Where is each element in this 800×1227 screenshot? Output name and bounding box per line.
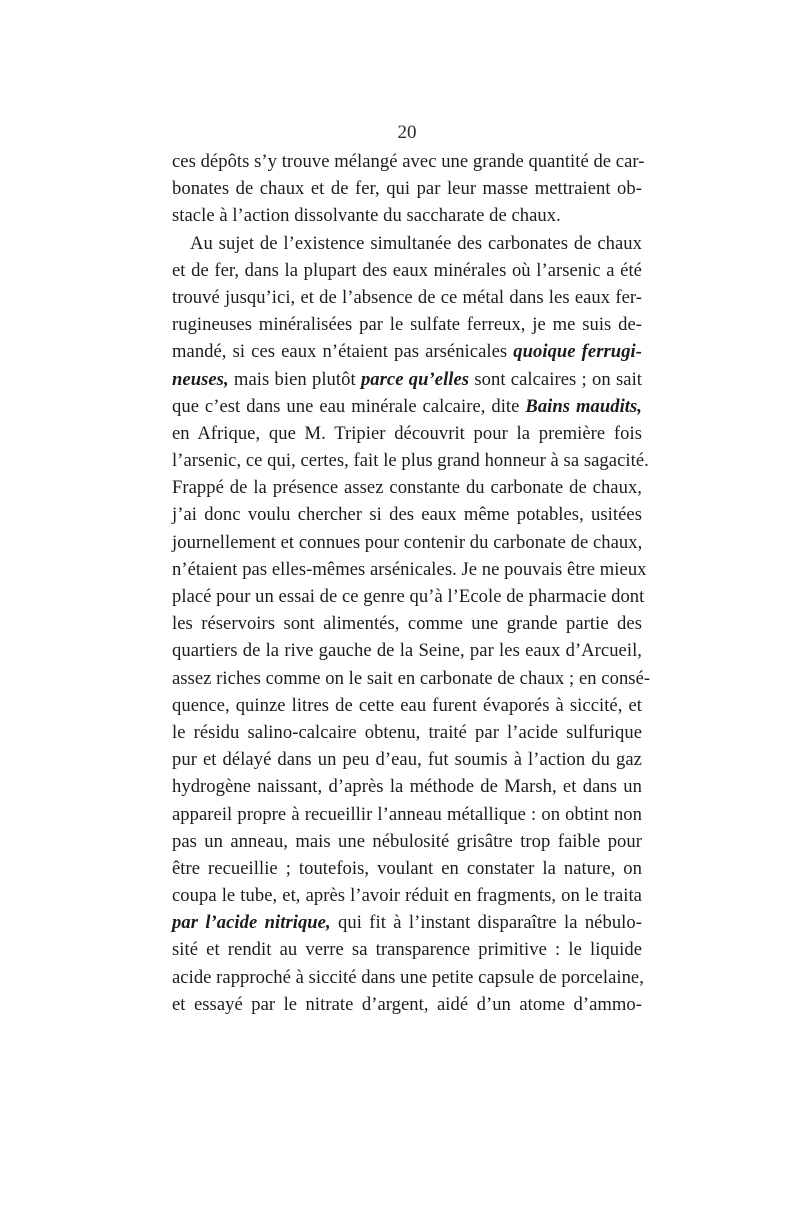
text-segment: trouvé jusqu’ici, et de l’absence de ce métal dans les eaux fer-	[172, 286, 642, 308]
text-line	[172, 556, 647, 583]
text-segment: stacle à l’action dissolvante du saccharate de chaux.	[172, 205, 561, 227]
text-segment: hydrogène naissant, d’après la méthode de Marsh, et dans un	[172, 776, 642, 798]
text-line	[172, 855, 642, 882]
text-line	[172, 230, 642, 257]
body-text	[172, 148, 651, 1018]
text-segment: Frappé de la présence assez constante du carbonate de chaux,	[172, 477, 642, 499]
text-line	[172, 257, 642, 284]
text-line	[172, 202, 642, 229]
text-segment: acide rapproché à siccité dans une petite capsule de porcelaine,	[172, 966, 644, 988]
text-line	[172, 583, 645, 610]
text-segment: pur et délayé dans un peu d’eau, fut soumis à l’action du gaz	[172, 749, 642, 771]
text-line	[172, 610, 642, 637]
text-line	[172, 366, 642, 393]
text-line	[172, 801, 642, 828]
page-number: 20	[397, 122, 417, 143]
text-line	[172, 393, 642, 420]
text-line	[172, 311, 642, 338]
text-segment: rugineuses minéralisées par le sulfate ferreux, je me suis de-	[172, 314, 642, 336]
italic-text: quoique ferrugi-	[513, 341, 642, 363]
text-segment: quence, quinze litres de cette eau furent évaporés à siccité, et	[172, 694, 642, 716]
text-segment: ces dépôts s’y trouve mélangé avec une grande quantité de car-	[172, 151, 645, 172]
text-segment: que c’est dans une eau minérale calcaire, dite	[172, 395, 526, 417]
text-line	[172, 338, 642, 365]
text-line	[172, 964, 642, 991]
book-page	[172, 118, 651, 1018]
text-segment: Au sujet de l’existence simultanée des carbonates de chaux	[190, 232, 642, 254]
text-line	[172, 175, 642, 202]
text-segment: quartiers de la rive gauche de la Seine, par les eaux d’Arcueil,	[172, 640, 642, 662]
text-line	[172, 746, 642, 773]
text-line	[172, 420, 642, 447]
text-segment: qui fit à l’instant disparaître la nébulo-	[330, 912, 642, 934]
text-segment: en Afrique, que M. Tripier découvrit pour la première fois	[172, 422, 642, 444]
text-line	[172, 529, 642, 556]
text-segment: bonates de chaux et de fer, qui par leur masse mettraient ob-	[172, 178, 642, 200]
text-segment: coupa le tube, et, après l’avoir réduit en fragments, on le traita	[172, 885, 642, 907]
text-segment: pas un anneau, mais une nébulosité grisâtre trop faible pour	[172, 830, 642, 852]
text-segment: sont calcaires ; on sait	[469, 368, 642, 390]
text-segment: et de fer, dans la plupart des eaux minérales où l’arsenic a été	[172, 259, 642, 281]
text-segment: n’étaient pas elles-mêmes arsénicales. Je ne pouvais être mieux	[172, 558, 647, 580]
text-line	[172, 284, 642, 311]
text-segment: assez riches comme on le sait en carbonate de chaux ; en consé-	[172, 667, 651, 689]
text-line	[172, 773, 642, 800]
text-segment: journellement et connues pour contenir du carbonate de chaux,	[172, 531, 643, 553]
text-line	[172, 148, 645, 175]
text-line	[172, 501, 642, 528]
text-segment: placé pour un essai de ce genre qu’à l’Ecole de pharmacie dont	[172, 586, 645, 607]
text-line	[172, 936, 642, 963]
text-line	[172, 828, 642, 855]
text-segment: appareil propre à recueillir l’anneau métallique : on obtint non	[172, 803, 642, 825]
text-segment: mandé, si ces eaux n’étaient pas arsénicales	[172, 341, 514, 363]
text-line	[172, 474, 642, 501]
text-segment: être recueillie ; toutefois, voulant en constater la nature, on	[172, 857, 642, 879]
text-segment: les réservoirs sont alimentés, comme une grande partie des	[172, 613, 642, 635]
text-segment: mais bien plutôt	[228, 368, 361, 390]
text-line	[172, 692, 642, 719]
text-line	[172, 991, 642, 1018]
text-segment: sité et rendit au verre sa transparence primitive : le liquide	[172, 939, 642, 961]
text-line	[172, 882, 642, 909]
text-line	[172, 447, 649, 474]
text-line	[172, 909, 642, 936]
text-segment: et essayé par le nitrate d’argent, aidé d’un atome d’ammo-	[172, 993, 642, 1015]
text-segment: l’arsenic, ce qui, certes, fait le plus grand honneur à sa sagacité.	[172, 450, 649, 472]
italic-text: par l’acide nitrique,	[172, 912, 331, 934]
text-line	[172, 719, 642, 746]
text-line	[172, 637, 642, 664]
text-segment: j’ai donc voulu chercher si des eaux même potables, usitées	[172, 504, 642, 526]
italic-text: Bains maudits,	[525, 395, 643, 417]
text-line	[172, 665, 651, 692]
italic-text: neuses,	[172, 368, 229, 390]
italic-text: parce qu’elles	[360, 368, 470, 390]
text-segment: le résidu salino-calcaire obtenu, traité par l’acide sulfurique	[172, 721, 642, 743]
